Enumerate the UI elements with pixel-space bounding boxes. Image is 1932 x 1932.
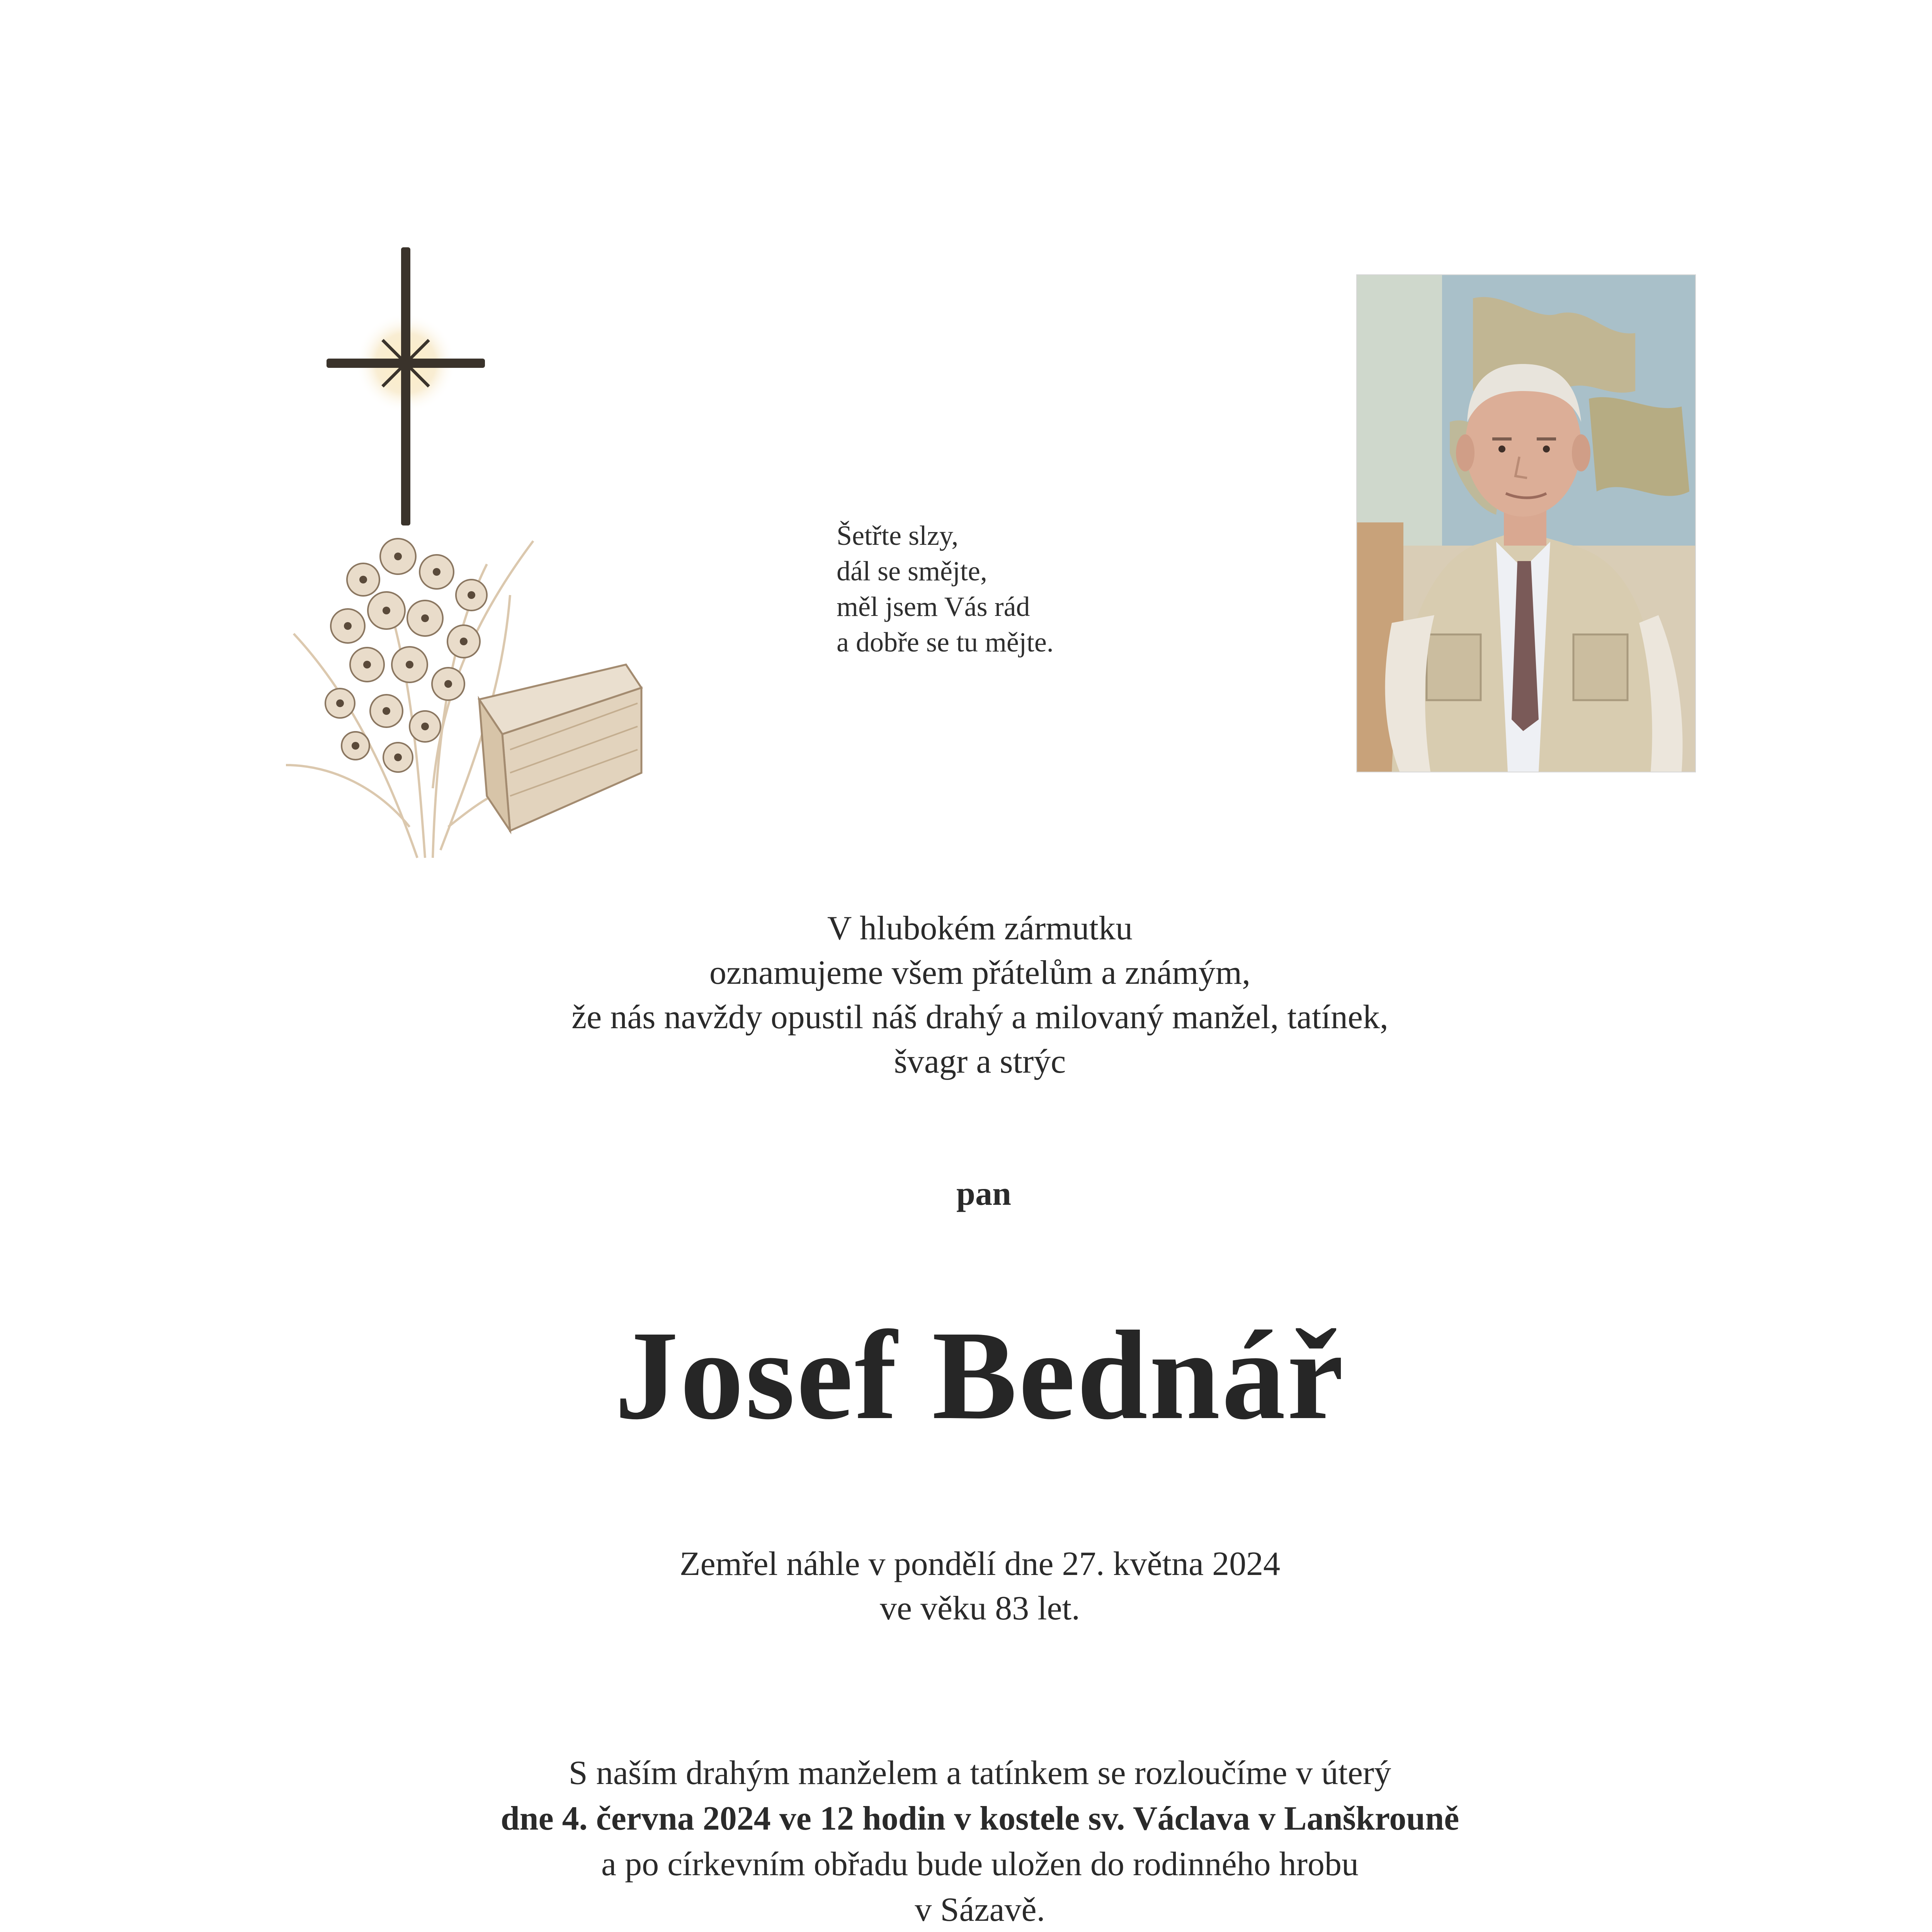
deceased-name: Josef Bednář — [614, 1305, 1345, 1446]
age-line: ve věku 83 let. — [879, 1590, 1080, 1627]
intro-line: švagr a strýc — [894, 1043, 1066, 1080]
announcement-intro — [0, 906, 1932, 1084]
poem — [837, 518, 1054, 660]
funeral-line: v Sázavě. — [915, 1891, 1045, 1929]
poem-line: Šetřte slzy, — [837, 520, 959, 551]
death-date-line: Zemřel náhle v pondělí dne 27. května 2024 — [679, 1545, 1281, 1583]
poem-line: dál se smějte, — [837, 556, 987, 587]
funeral-details — [0, 1750, 1932, 1932]
death-details — [0, 1542, 1932, 1631]
intro-line: V hlubokém zármutku — [827, 910, 1133, 947]
funeral-line: a po církevním obřadu bude uložen do rodinného hrobu — [601, 1845, 1359, 1883]
funeral-line: S naším drahým manželem a tatínkem se rozloučíme v úterý — [568, 1754, 1391, 1792]
poem-line: měl jsem Vás rád — [837, 591, 1030, 622]
honorific: pan — [956, 1175, 1011, 1213]
portrait-photo — [1357, 275, 1695, 772]
intro-line: že nás navždy opustil náš drahý a milovaný manžel, tatínek, — [571, 998, 1388, 1036]
intro-line: oznamujeme všem přátelům a známým, — [709, 954, 1251, 992]
cross-with-bouquet-icon — [270, 247, 657, 881]
funeral-date-place: dne 4. června 2024 ve 12 hodin v kostele sv. Václava v Lanškrouně — [500, 1800, 1459, 1837]
poem-line: a dobře se tu mějte. — [837, 627, 1054, 658]
